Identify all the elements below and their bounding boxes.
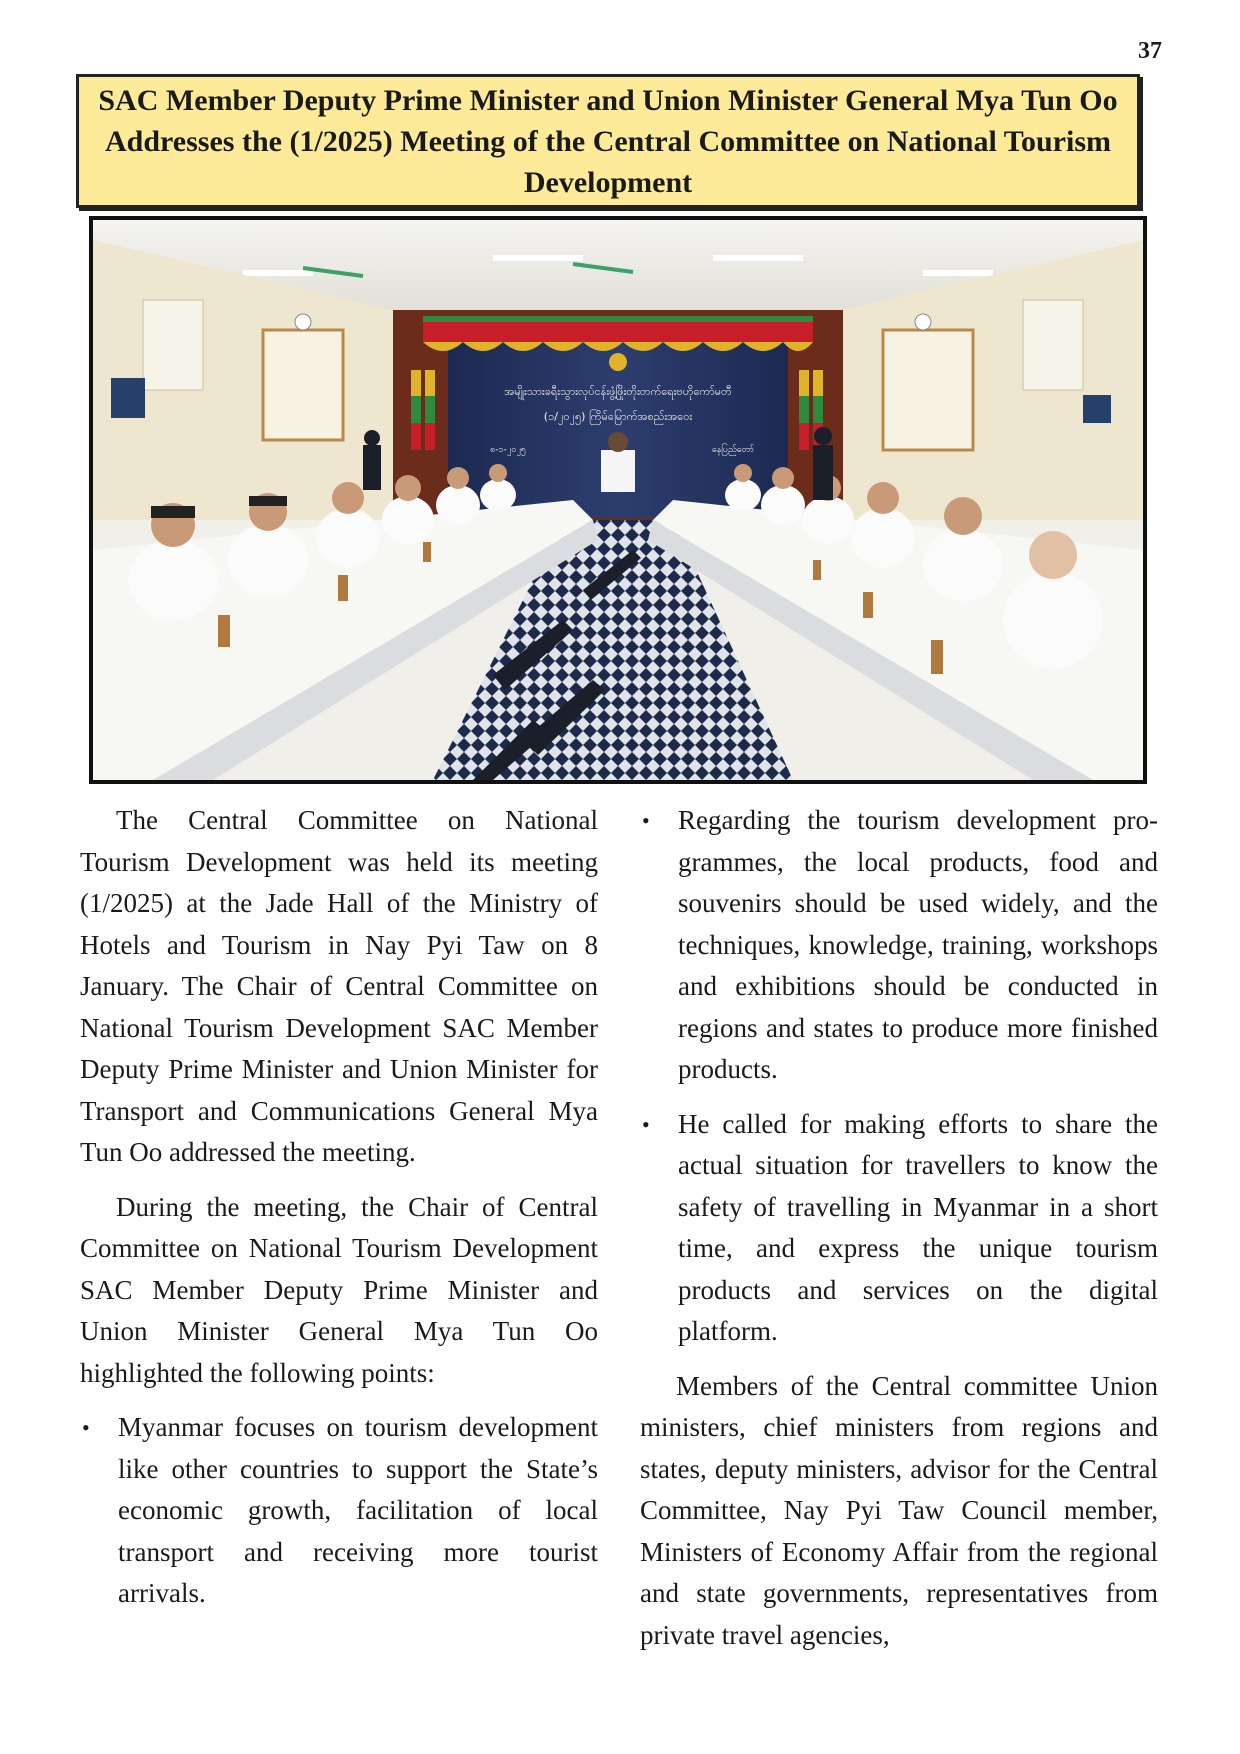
bullet-icon: • <box>82 1415 90 1440</box>
bullet-text: He called for making efforts to share the actual situation for travellers to know the safety of travelling in Myanmar in a short time, and express the unique tourism products and services on the digital platform. <box>678 1108 1158 1346</box>
article-title: SAC Member Deputy Prime Minister and Union Minister General Mya Tun Oo Addresses the (1/2025) Meeting of the Central Committee on National Tourism Development <box>98 83 1118 199</box>
banner-line2: (၁/၂၀၂၅) ကြိမ်မြောက်အစည်းအဝေး <box>543 410 693 423</box>
bullet-icon: • <box>642 808 650 833</box>
paragraph-intro: The Central Committee on National Tourism Development was held its meeting (1/2025) at the Jade Hall of the Ministry of Hotels and Tourism in Nay Pyi Taw on 8 January. The Chair of Central Committee on National Tourism Development SAC Member Deputy Prime Minister and Union Minister for Transport and Communications General Mya Tun Oo addressed the meeting. <box>80 805 598 1167</box>
bullet-item <box>640 800 1158 1091</box>
bullet-item <box>640 1104 1158 1353</box>
bullet-text: Regarding the tourism development programmes, the local products, food and souvenirs should be used widely, and the techniques, knowledge, training, workshops and exhibitions should be conducted in regions and states to produce more finished products. <box>678 805 1158 1084</box>
page-number: 37 <box>1138 38 1162 64</box>
article-title-box <box>76 74 1140 208</box>
paragraph-highlights: During the meeting, the Chair of Central Committee on National Tourism Development SAC Member Deputy Prime Minister and Union Minister General Mya Tun Oo highlighted the following points: <box>80 1191 598 1388</box>
article-right-column <box>640 800 1158 1669</box>
bullet-text: Myanmar focuses on tourism development like other countries to support the State’s economic growth, facilitation of local transport and receiving more tourist arrivals. <box>118 1412 598 1608</box>
right-bullet-list <box>640 800 1158 1353</box>
bullet-icon: • <box>642 1111 650 1137</box>
banner-place: နေပြည်တော် <box>711 445 755 455</box>
left-bullet-list <box>80 1407 598 1615</box>
banner-line1: အမျိုးသားခရီးသွားလုပ်ငန်းဖွံ့ဖြိုးတိုးတက်ရေးဗဟိုကော်မတီ <box>504 385 732 398</box>
banner-date: ၈-၁-၂၀၂၅ <box>490 445 526 455</box>
article-left-column <box>80 800 598 1628</box>
bullet-item <box>80 1407 598 1615</box>
meeting-hall-illustration <box>93 220 1143 780</box>
meeting-photo <box>89 216 1147 784</box>
paragraph-members: Members of the Central committee Union ministers, chief ministers from regions and states, deputy ministers, advisor for the Central Committee, Nay Pyi Taw Council member, Ministers of Economy Affair from the regional and state governments, representatives from private travel agencies, <box>640 1370 1158 1650</box>
